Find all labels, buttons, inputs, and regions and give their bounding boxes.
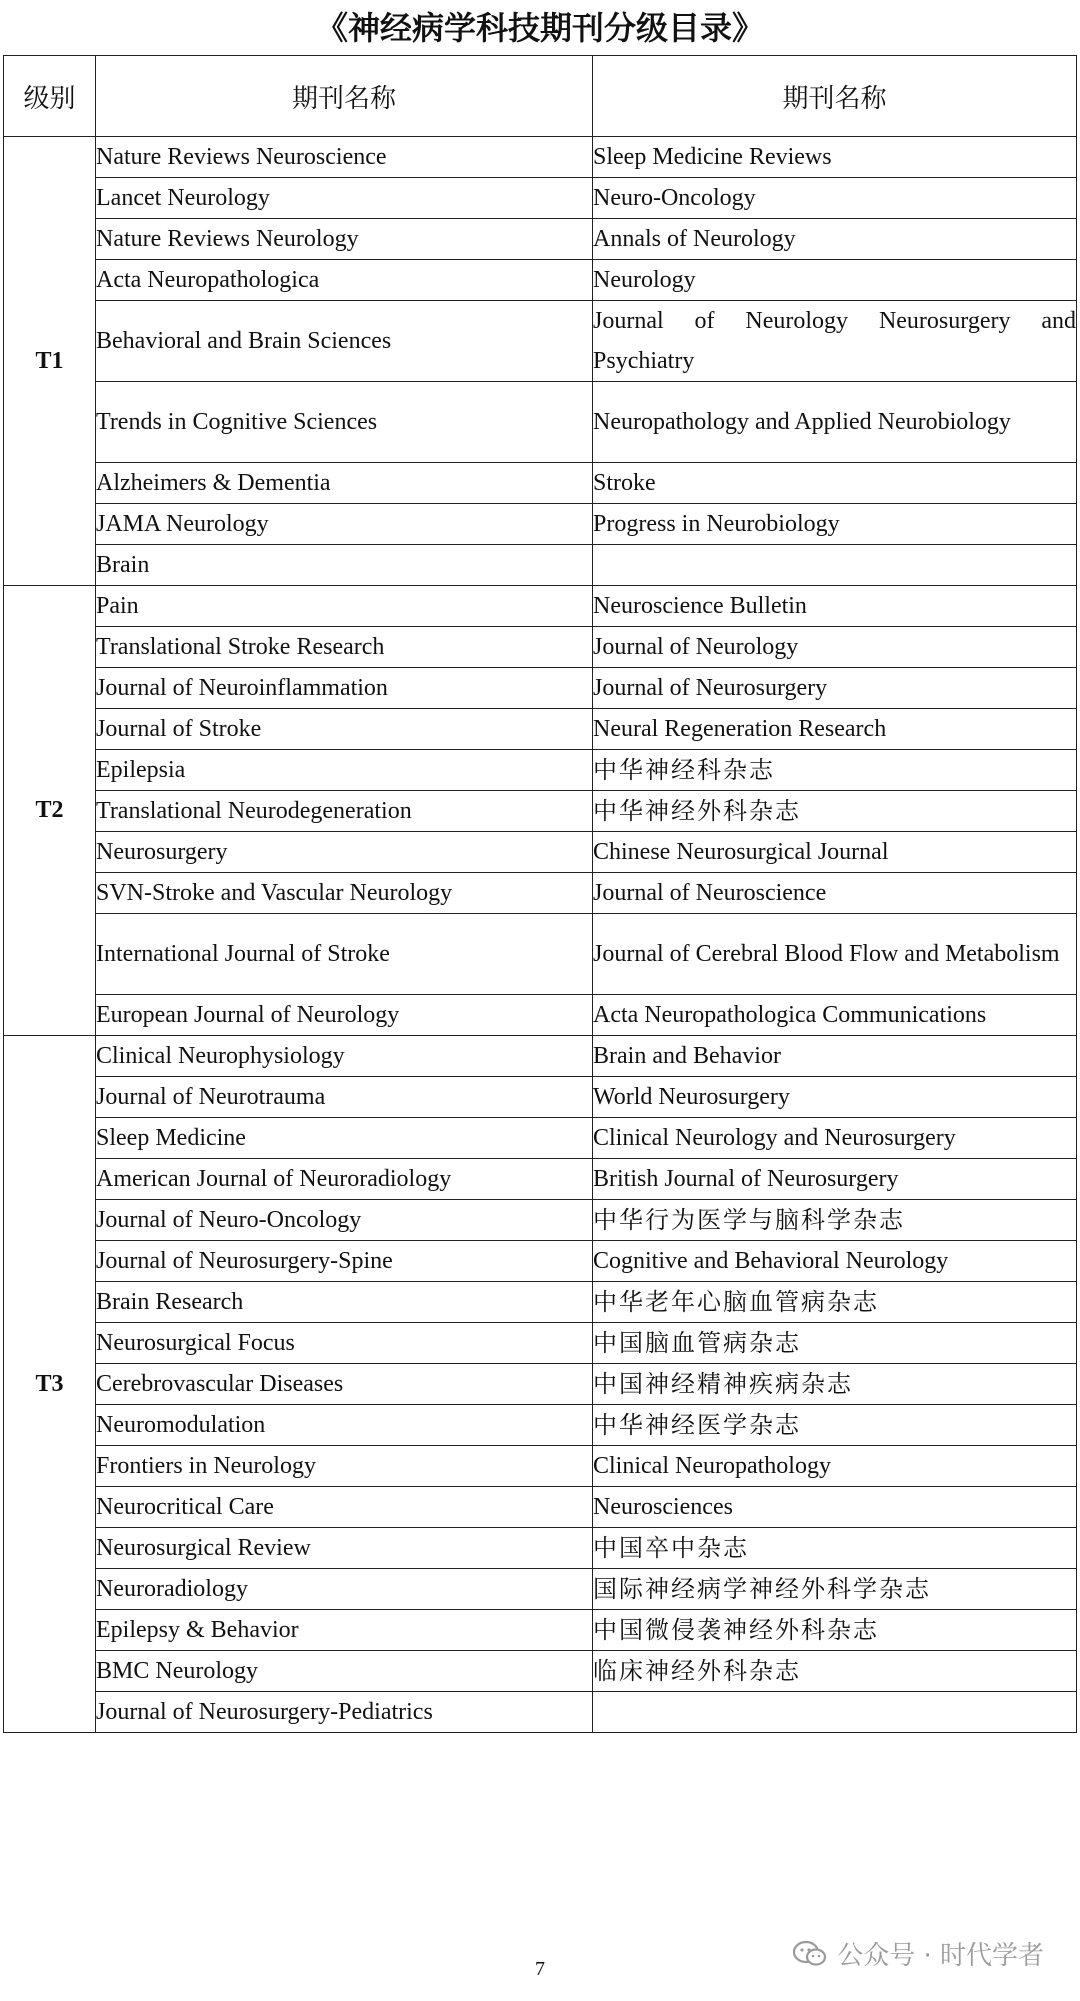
- journal-name: Brain and Behavior: [593, 1036, 1077, 1077]
- table-row: [4, 914, 1077, 995]
- journal-name: Neurosurgical Review: [96, 1528, 593, 1569]
- table-row: [4, 1610, 1077, 1651]
- journal-name: 中华行为医学与脑科学杂志: [593, 1200, 1077, 1241]
- journal-name: Progress in Neurobiology: [593, 504, 1077, 545]
- table-row: [4, 137, 1077, 178]
- journal-name: [593, 1692, 1077, 1733]
- journal-name: SVN-Stroke and Vascular Neurology: [96, 873, 593, 914]
- table-row: [4, 545, 1077, 586]
- journal-name: European Journal of Neurology: [96, 995, 593, 1036]
- journal-name: BMC Neurology: [96, 1651, 593, 1692]
- journal-name: Brain Research: [96, 1282, 593, 1323]
- page-title: 《神经病学科技期刊分级目录》: [315, 9, 764, 47]
- table-row: [4, 1036, 1077, 1077]
- journal-name: Neuroradiology: [96, 1569, 593, 1610]
- journal-name: Nature Reviews Neurology: [96, 219, 593, 260]
- table-row: [4, 1446, 1077, 1487]
- journal-name: Clinical Neurophysiology: [96, 1036, 593, 1077]
- journal-name: British Journal of Neurosurgery: [593, 1159, 1077, 1200]
- journal-name: Journal of Stroke: [96, 709, 593, 750]
- journal-name: Journal of Neurosurgery-Pediatrics: [96, 1692, 593, 1733]
- journal-name: Lancet Neurology: [96, 178, 593, 219]
- journal-name: Brain: [96, 545, 593, 586]
- table-row: [4, 873, 1077, 914]
- header-journal-name-2: 期刊名称: [593, 56, 1077, 137]
- journal-name: Nature Reviews Neuroscience: [96, 137, 593, 178]
- journal-name: Acta Neuropathologica: [96, 260, 593, 301]
- journal-name: JAMA Neurology: [96, 504, 593, 545]
- journal-name: 中华老年心脑血管病杂志: [593, 1282, 1077, 1323]
- journal-name: Neuroscience Bulletin: [593, 586, 1077, 627]
- table-row: [4, 1487, 1077, 1528]
- table-row: [4, 219, 1077, 260]
- journal-name: Acta Neuropathologica Communications: [593, 995, 1077, 1036]
- journal-name: Clinical Neurology and Neurosurgery: [593, 1118, 1077, 1159]
- journal-name: Clinical Neuropathology: [593, 1446, 1077, 1487]
- table-row: [4, 995, 1077, 1036]
- table-row: [4, 627, 1077, 668]
- table-row: [4, 260, 1077, 301]
- table-row: [4, 1569, 1077, 1610]
- header-journal-name-1: 期刊名称: [96, 56, 593, 137]
- journal-name: Neurosciences: [593, 1487, 1077, 1528]
- journal-name: Journal of Neuro-Oncology: [96, 1200, 593, 1241]
- journal-name: 中华神经科杂志: [593, 750, 1077, 791]
- journal-name: Journal of Neurology Neurosurgery and Psychiatry: [593, 301, 1077, 382]
- journal-name: Sleep Medicine: [96, 1118, 593, 1159]
- table-row: [4, 709, 1077, 750]
- table-row: [4, 1528, 1077, 1569]
- table-row: [4, 791, 1077, 832]
- journal-name: [593, 545, 1077, 586]
- journal-ranking-table: [3, 55, 1077, 1733]
- table-row: [4, 1282, 1077, 1323]
- journal-name: Stroke: [593, 463, 1077, 504]
- table-header-row: [4, 56, 1077, 137]
- journal-name: International Journal of Stroke: [96, 914, 593, 995]
- journal-name: Epilepsia: [96, 750, 593, 791]
- table-row: [4, 178, 1077, 219]
- table-row: [4, 1159, 1077, 1200]
- journal-name: Neuromodulation: [96, 1405, 593, 1446]
- journal-name: Journal of Neurotrauma: [96, 1077, 593, 1118]
- journal-name: 临床神经外科杂志: [593, 1651, 1077, 1692]
- journal-name: 中华神经外科杂志: [593, 791, 1077, 832]
- table-row: [4, 586, 1077, 627]
- journal-name: 中国卒中杂志: [593, 1528, 1077, 1569]
- tier-label: T3: [4, 1036, 96, 1733]
- table-row: [4, 1200, 1077, 1241]
- journal-name: 国际神经病学神经外科学杂志: [593, 1569, 1077, 1610]
- journal-name: Trends in Cognitive Sciences: [96, 382, 593, 463]
- table-row: [4, 1118, 1077, 1159]
- table-row: [4, 1651, 1077, 1692]
- journal-name: Cerebrovascular Diseases: [96, 1364, 593, 1405]
- journal-name: Neurocritical Care: [96, 1487, 593, 1528]
- journal-name: Journal of Neurology: [593, 627, 1077, 668]
- header-level: 级别: [4, 56, 96, 137]
- journal-name: 中国微侵袭神经外科杂志: [593, 1610, 1077, 1651]
- table-row: [4, 1323, 1077, 1364]
- journal-name: American Journal of Neuroradiology: [96, 1159, 593, 1200]
- journal-name: Alzheimers & Dementia: [96, 463, 593, 504]
- journal-name: Neuro-Oncology: [593, 178, 1077, 219]
- journal-name: 中国脑血管病杂志: [593, 1323, 1077, 1364]
- journal-name: Journal of Cerebral Blood Flow and Metabolism: [593, 914, 1077, 995]
- journal-name: Journal of Neuroinflammation: [96, 668, 593, 709]
- journal-name: 中华神经医学杂志: [593, 1405, 1077, 1446]
- table-row: [4, 750, 1077, 791]
- journal-name: Pain: [96, 586, 593, 627]
- tier-label: T2: [4, 586, 96, 1036]
- watermark-text: 公众号 · 时代学者: [837, 1941, 1044, 1971]
- table-row: [4, 668, 1077, 709]
- journal-name: World Neurosurgery: [593, 1077, 1077, 1118]
- tier-label: T1: [4, 137, 96, 586]
- journal-name: Neural Regeneration Research: [593, 709, 1077, 750]
- journal-name: Neurology: [593, 260, 1077, 301]
- journal-name: Frontiers in Neurology: [96, 1446, 593, 1487]
- table-row: [4, 832, 1077, 873]
- journal-name: Annals of Neurology: [593, 219, 1077, 260]
- journal-name: Epilepsy & Behavior: [96, 1610, 593, 1651]
- journal-name: Neurosurgical Focus: [96, 1323, 593, 1364]
- table-row: [4, 1692, 1077, 1733]
- table-row: [4, 301, 1077, 382]
- journal-name: Translational Neurodegeneration: [96, 791, 593, 832]
- journal-name: Sleep Medicine Reviews: [593, 137, 1077, 178]
- journal-name: Neuropathology and Applied Neurobiology: [593, 382, 1077, 463]
- journal-name: Behavioral and Brain Sciences: [96, 301, 593, 382]
- table-row: [4, 1241, 1077, 1282]
- table-body: [4, 137, 1077, 1733]
- journal-name: Translational Stroke Research: [96, 627, 593, 668]
- journal-name: Cognitive and Behavioral Neurology: [593, 1241, 1077, 1282]
- table-row: [4, 463, 1077, 504]
- table-row: [4, 1405, 1077, 1446]
- table-row: [4, 382, 1077, 463]
- journal-name: Neurosurgery: [96, 832, 593, 873]
- page-number: 7: [535, 1958, 545, 1980]
- journal-name: Journal of Neurosurgery-Spine: [96, 1241, 593, 1282]
- table-row: [4, 1077, 1077, 1118]
- journal-name: Journal of Neurosurgery: [593, 668, 1077, 709]
- table-row: [4, 504, 1077, 545]
- table-row: [4, 1364, 1077, 1405]
- journal-name: Journal of Neuroscience: [593, 873, 1077, 914]
- journal-name: Chinese Neurosurgical Journal: [593, 832, 1077, 873]
- journal-name: 中国神经精神疾病杂志: [593, 1364, 1077, 1405]
